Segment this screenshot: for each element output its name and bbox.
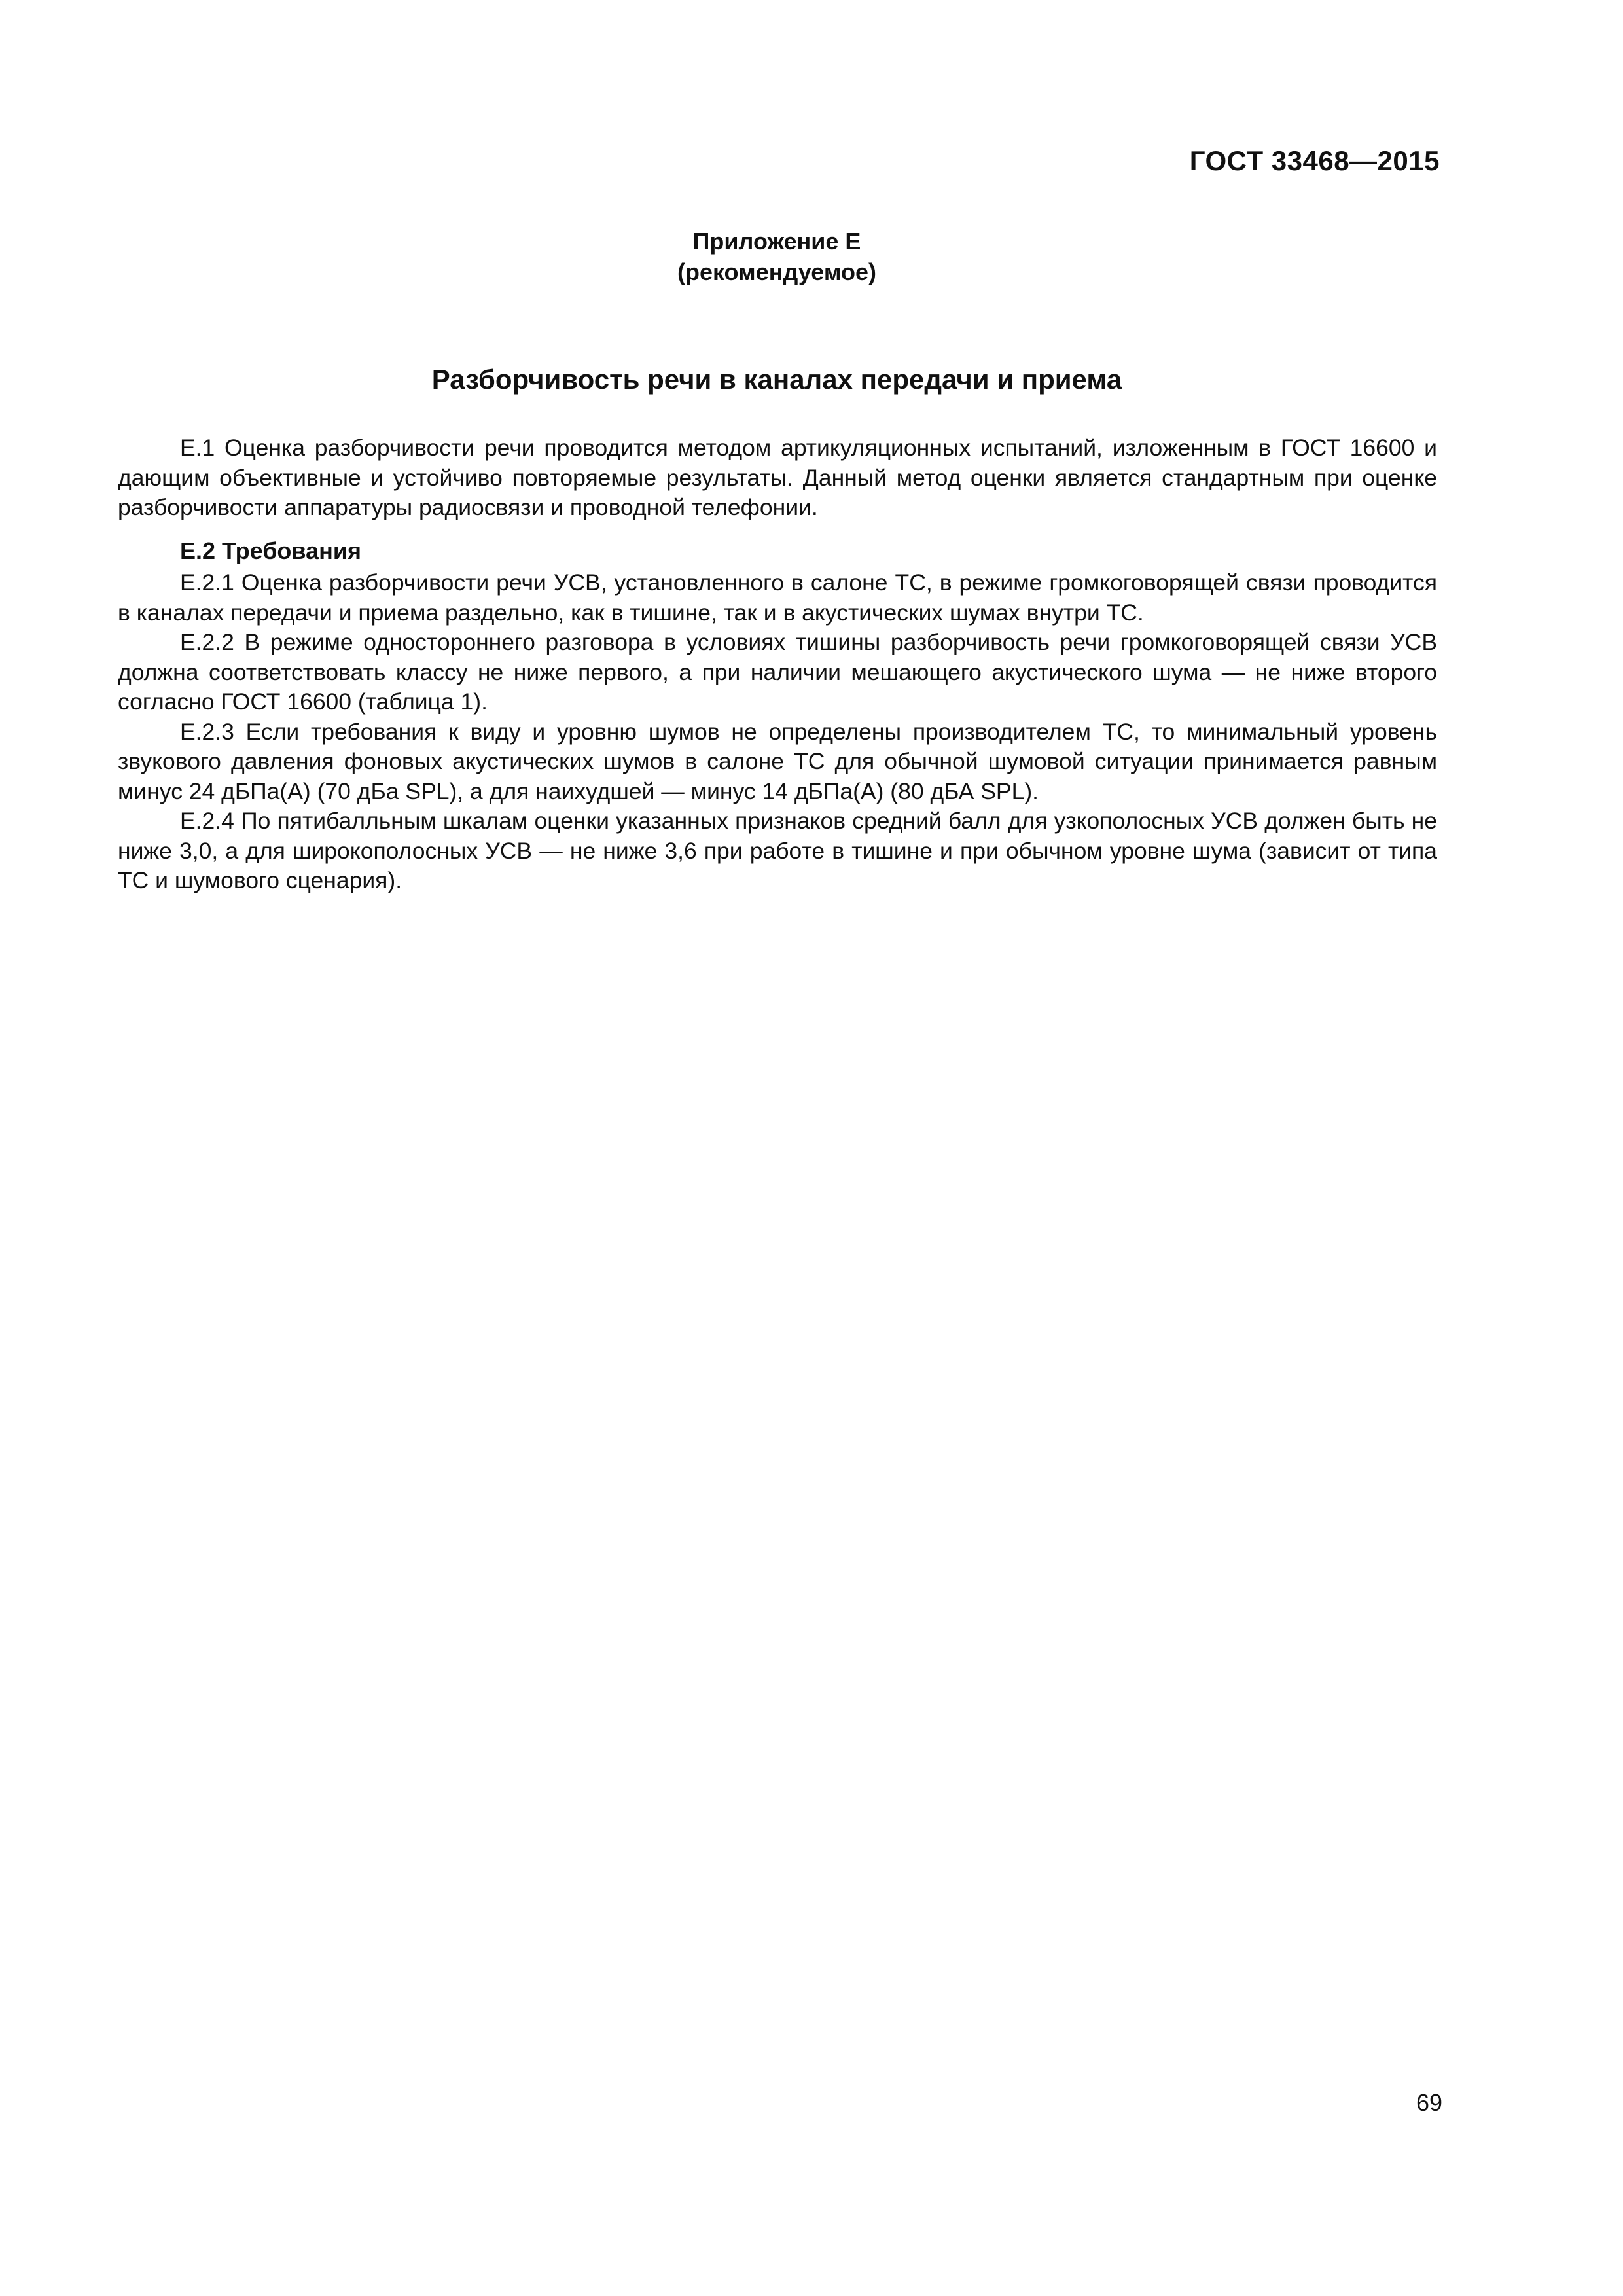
paragraph-e2-3: Е.2.3 Если требования к виду и уровню шумов не определены производителем ТС, то минимальный уровень звукового давления фоновых акустических шумов в салоне ТС для обычной шумовой ситуации принимается равным минус 24 дБПа(А) (70 дБа SPL), а для наихудшей — минус 14 дБПа(А) (80 дБА SPL). bbox=[118, 718, 1437, 804]
document-body bbox=[118, 433, 1437, 896]
paragraph-e1: Е.1 Оценка разборчивости речи проводится методом артикуляционных испытаний, изложенным в ГОСТ 16600 и дающим объективные и устойчиво повторяемые результаты. Данный метод оценки является стандартным при оценке разборчивости аппаратуры радиосвязи и проводной телефонии. bbox=[118, 435, 1437, 520]
appendix-label: Приложение Е bbox=[692, 228, 861, 255]
appendix-status: (рекомендуемое) bbox=[677, 259, 876, 285]
paragraph-e2-1: Е.2.1 Оценка разборчивости речи УСВ, установленного в салоне ТС, в режиме громкоговорящей связи проводится в каналах передачи и приема раздельно, как в тишине, так и в акустических шумах внутри ТС. bbox=[118, 569, 1437, 626]
paragraph-e2-2: Е.2.2 В режиме одностороннего разговора в условиях тишины разборчивость речи громкоговорящей связи УСВ должна соответствовать классу не ниже первого, а при наличии мешающего акустического шума — не ниже второго согласно ГОСТ 16600 (таблица 1). bbox=[118, 629, 1437, 715]
page-number: 69 bbox=[1416, 2089, 1442, 2116]
document-code: ГОСТ 33468—2015 bbox=[1189, 145, 1440, 176]
subheading-e2: Е.2 Требования bbox=[180, 537, 361, 564]
section-title: Разборчивость речи в каналах передачи и приема bbox=[431, 364, 1122, 395]
paragraph-e2-4: Е.2.4 По пятибалльным шкалам оценки указанных признаков средний балл для узкополосных УСВ должен быть не ниже 3,0, а для широкополосных УСВ — не ниже 3,6 при работе в тишине и при обычном уровне шума (зависит от типа ТС и шумового сценария). bbox=[118, 808, 1437, 893]
